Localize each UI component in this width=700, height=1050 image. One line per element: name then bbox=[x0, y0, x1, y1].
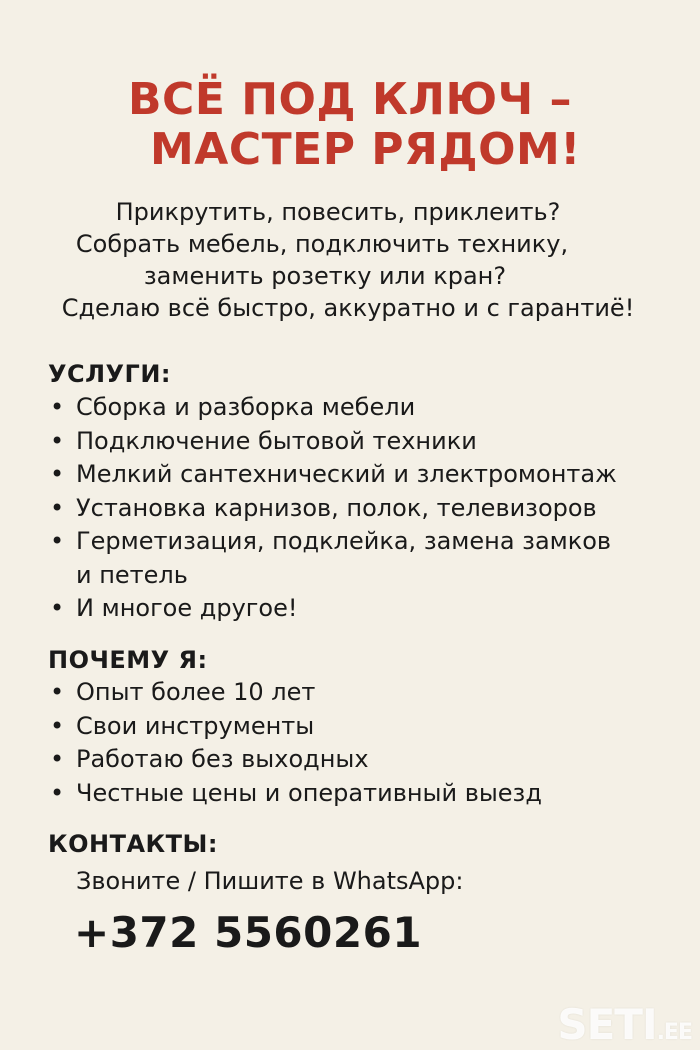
list-item-text: Мелкий сантехнический и злектромонтаж bbox=[76, 460, 617, 488]
bullet-icon: • bbox=[50, 393, 65, 421]
list-item bbox=[48, 592, 617, 626]
services-list bbox=[48, 391, 617, 626]
list-item bbox=[48, 743, 542, 777]
list-item-text: Подключение бытовой техники bbox=[76, 426, 477, 455]
list-item-text: Свои инструменты bbox=[76, 711, 315, 740]
intro-line: Собрать мебель, подключить технику, bbox=[75, 230, 569, 258]
list-item-text: Опыт более 10 лет bbox=[76, 678, 316, 706]
list-item bbox=[48, 492, 617, 526]
bullet-icon: • bbox=[50, 745, 65, 773]
list-item bbox=[48, 710, 542, 744]
headline-line-1: ВСЁ ПОД КЛЮЧ – bbox=[128, 74, 572, 125]
watermark-main: SETI bbox=[557, 1000, 657, 1049]
list-item bbox=[48, 676, 542, 710]
list-item bbox=[48, 391, 617, 425]
list-item-text: Честные цены и оперативный выезд bbox=[76, 778, 542, 807]
bullet-icon: • bbox=[50, 711, 65, 740]
why-title: ПОЧЕМУ Я: bbox=[48, 646, 208, 674]
bullet-icon: • bbox=[50, 460, 65, 488]
why-list bbox=[48, 676, 542, 810]
headline-line-2: МАСТЕР РЯДОМ! bbox=[150, 124, 581, 175]
intro-line: Сделаю всё быстро, аккуратно и с гарантиё! bbox=[61, 294, 635, 322]
list-item-text: Работаю без выходных bbox=[76, 745, 369, 773]
bullet-icon: • bbox=[50, 594, 65, 622]
list-item-text-continued: и петель bbox=[76, 560, 188, 589]
list-item-text: Установка карнизов, полок, телевизоров bbox=[76, 493, 597, 522]
seti-ee-watermark-logo bbox=[557, 1000, 692, 1049]
list-item bbox=[48, 777, 542, 811]
phone-number[interactable]: +372 5560261 bbox=[74, 908, 423, 957]
contacts-text: Звоните / Пишите в WhatsApp: bbox=[76, 867, 464, 895]
list-item bbox=[48, 458, 617, 492]
intro-line: Прикрутить, повесить, приклеить? bbox=[115, 198, 561, 226]
bullet-icon: • bbox=[50, 778, 65, 807]
bullet-icon: • bbox=[50, 493, 65, 522]
services-title: УСЛУГИ: bbox=[48, 360, 172, 388]
watermark-suffix: .EE bbox=[656, 1020, 692, 1045]
bullet-icon: • bbox=[50, 426, 65, 455]
list-item bbox=[48, 425, 617, 459]
list-item bbox=[48, 525, 617, 592]
list-item-text: И многое другое! bbox=[76, 594, 298, 622]
list-item-text: Герметизация, подклейка, замена замков bbox=[76, 527, 612, 555]
bullet-icon: • bbox=[50, 527, 65, 555]
contacts-title: КОНТАКТЫ: bbox=[48, 830, 219, 858]
list-item-text: Сборка и разборка мебели bbox=[76, 393, 416, 421]
bullet-icon: • bbox=[50, 678, 65, 706]
intro-line: заменить розетку или кран? bbox=[143, 262, 507, 290]
intro-text bbox=[0, 196, 700, 324]
